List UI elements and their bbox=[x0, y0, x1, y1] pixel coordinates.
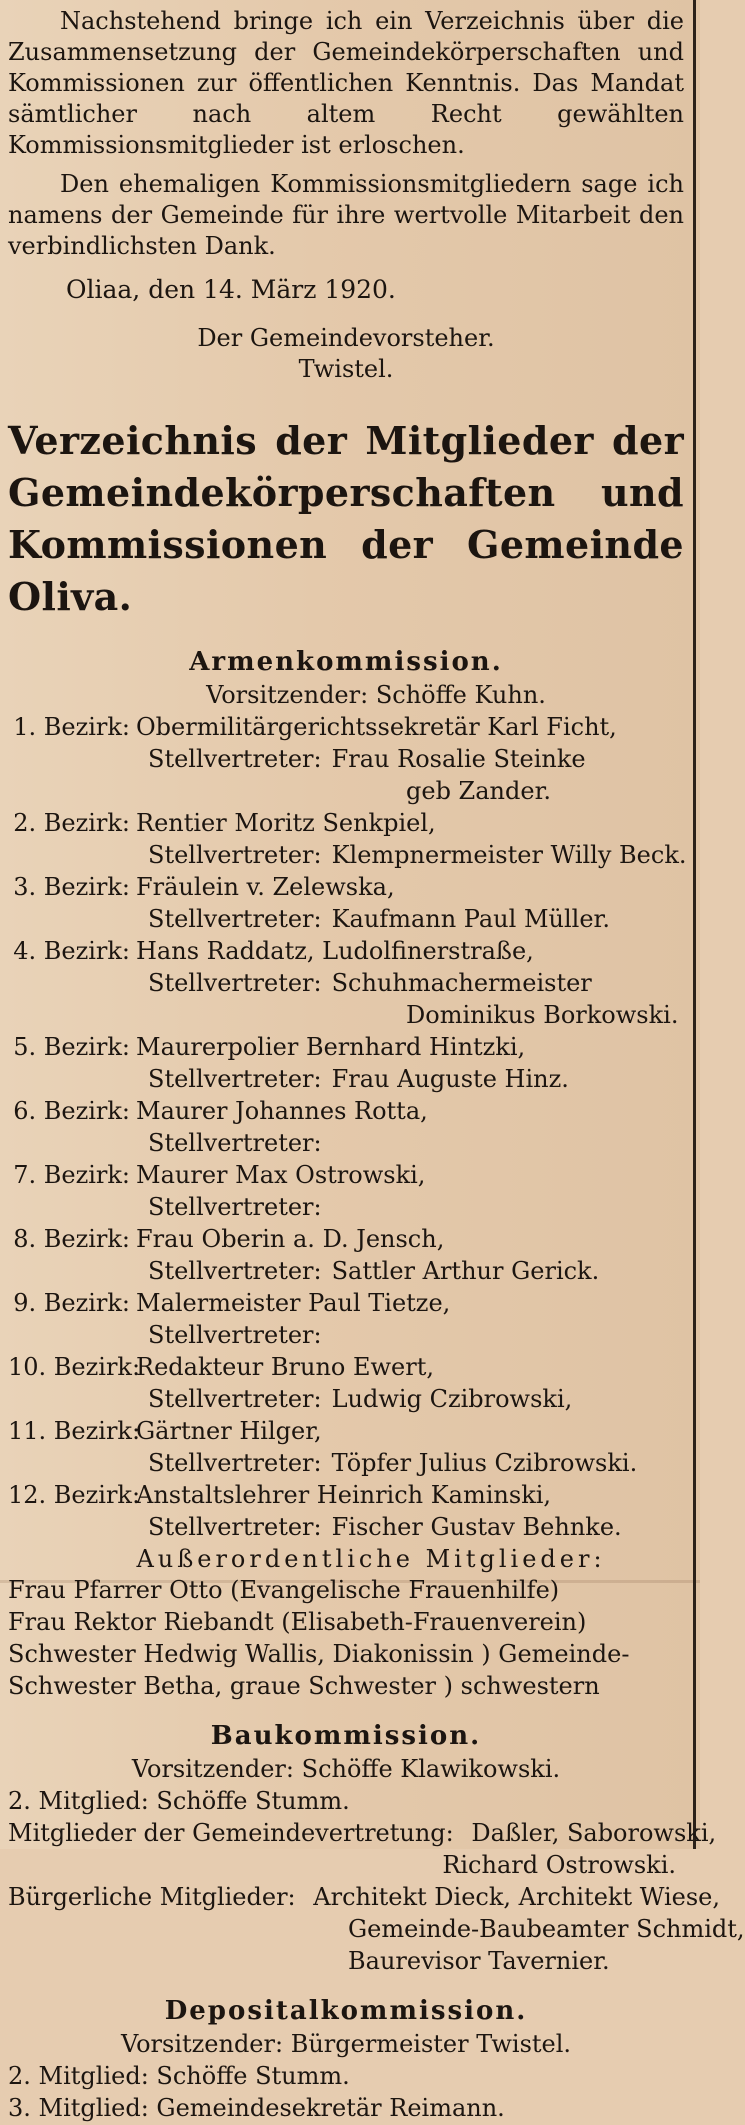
deputy-row bbox=[8, 840, 687, 872]
district-member: Maurerpolier Bernhard Hintzki, bbox=[136, 1033, 526, 1061]
section-heading-bau: Baukommission. bbox=[210, 1721, 482, 1751]
extra-member: Frau Rektor Riebandt (Elisabeth-Frauenverein) bbox=[8, 1608, 587, 1636]
deputy-label: Stellvertreter: bbox=[148, 1513, 322, 1541]
deputy-label: Stellvertreter: bbox=[148, 1257, 322, 1285]
deputy-label: Stellvertreter: bbox=[148, 1321, 322, 1349]
signer-title: Der Gemeindevorsteher. bbox=[197, 324, 495, 352]
deputy-name-cont: geb Zander. bbox=[406, 777, 552, 805]
deputy-name: Sattler Arthur Gerick. bbox=[331, 1257, 600, 1285]
deputy-name: Frau Rosalie Steinke bbox=[331, 745, 586, 773]
district-number: 2. Bezirk: bbox=[13, 809, 130, 837]
extra-members-heading: Außerordentliche Mitglieder: bbox=[136, 1545, 606, 1573]
deputy-label: Stellvertreter: bbox=[148, 841, 322, 869]
district-row bbox=[8, 1288, 684, 1320]
depositen-second-member: 2. Mitglied: Schöffe Stumm. bbox=[8, 2062, 350, 2090]
bau-civil-row bbox=[8, 1882, 720, 1914]
district-row bbox=[8, 1224, 684, 1256]
district-number: 10. Bezirk: bbox=[8, 1353, 141, 1381]
depositen-third-member: 3. Mitglied: Gemeindesekretär Reimann. bbox=[8, 2094, 505, 2122]
deputy-row bbox=[8, 1256, 684, 1288]
district-member: Rentier Moritz Senkpiel, bbox=[136, 809, 436, 837]
district-row bbox=[8, 1416, 684, 1448]
deputy-name: Ludwig Czibrowski, bbox=[331, 1385, 573, 1413]
list-title: Verzeichnis der Mitglieder der Gemeindekörperschaften und Kommissionen der Gemeinde Oliva. bbox=[8, 418, 684, 619]
deputy-label: Stellvertreter: bbox=[148, 1065, 322, 1093]
district-member: Gärtner Hilger, bbox=[136, 1417, 322, 1445]
deputy-label: Stellvertreter: bbox=[148, 1129, 322, 1157]
bau-chair: Vorsitzender: Schöffe Klawikowski. bbox=[131, 1755, 561, 1783]
deputy-row bbox=[8, 1064, 684, 1096]
district-member: Hans Raddatz, Ludolfinerstraße, bbox=[136, 937, 534, 965]
deputy-row bbox=[8, 1448, 684, 1480]
district-number: 8. Bezirk: bbox=[13, 1225, 130, 1253]
deputy-name: Klempnermeister Willy Beck. bbox=[331, 841, 687, 869]
district-number: 9. Bezirk: bbox=[13, 1289, 130, 1317]
district-number: 4. Bezirk: bbox=[13, 937, 130, 965]
deputy-row bbox=[8, 1512, 684, 1544]
intro-paragraph-1: Nachstehend bringe ich ein Verzeichnis über die Zusammensetzung der Gemeindekörperschaften und Kommissionen zur öffentlichen Kenntnis. Das Mandat sämtlicher nach altem Recht gewählten Kommissionsmitglieder ist erloschen. bbox=[8, 7, 684, 159]
deputy-row bbox=[8, 1384, 684, 1416]
deputy-label: Stellvertreter: bbox=[148, 905, 322, 933]
deputy-label: Stellvertreter: bbox=[148, 745, 322, 773]
district-number: 1. Bezirk: bbox=[13, 713, 130, 741]
district-list bbox=[8, 712, 687, 1544]
extra-member: Frau Pfarrer Otto (Evangelische Frauenhilfe) bbox=[8, 1576, 560, 1604]
deputy-row bbox=[8, 744, 684, 776]
deputy-row bbox=[8, 1320, 684, 1352]
bau-council-members-cont: Richard Ostrowski. bbox=[442, 1851, 676, 1879]
district-member: Maurer Max Ostrowski, bbox=[136, 1161, 426, 1189]
deputy-row bbox=[8, 1128, 684, 1160]
deputy-row bbox=[8, 904, 684, 936]
notice-text bbox=[8, 6, 745, 2125]
district-number: 6. Bezirk: bbox=[13, 1097, 130, 1125]
extra-member: Schwester Betha, graue Schwester ) schwestern bbox=[8, 1672, 600, 1700]
district-number: 5. Bezirk: bbox=[13, 1033, 130, 1061]
section-heading-armen: Armenkommission. bbox=[189, 647, 503, 677]
deputy-label: Stellvertreter: bbox=[148, 1193, 322, 1221]
bau-civil-members-cont: Gemeinde-Baubeamter Schmidt, bbox=[348, 1915, 745, 1943]
bau-council-label: Mitglieder der Gemeindevertretung: bbox=[8, 1819, 454, 1847]
district-row bbox=[8, 936, 684, 968]
deputy-label: Stellvertreter: bbox=[148, 1449, 322, 1477]
deputy-label: Stellvertreter: bbox=[148, 1385, 322, 1413]
deputy-name: Töpfer Julius Czibrowski. bbox=[331, 1449, 638, 1477]
district-member: Redakteur Bruno Ewert, bbox=[136, 1353, 435, 1381]
bau-civil-members: Architekt Dieck, Architekt Wiese, bbox=[313, 1883, 720, 1911]
district-member: Malermeister Paul Tietze, bbox=[136, 1289, 451, 1317]
intro-paragraph-2: Den ehemaligen Kommissionsmitgliedern sage ich namens der Gemeinde für ihre wertvolle Mitarbeit den verbindlichsten Dank. bbox=[8, 170, 684, 260]
dateline: Oliaa, den 14. März 1920. bbox=[66, 275, 396, 304]
deputy-row bbox=[8, 968, 684, 1000]
column-rule bbox=[693, 0, 696, 1849]
section-heading-depositen: Depositalkommission. bbox=[164, 1996, 528, 2026]
armen-chair: Vorsitzender: Schöffe Kuhn. bbox=[206, 681, 546, 709]
district-member: Fräulein v. Zelewska, bbox=[136, 873, 395, 901]
district-number: 3. Bezirk: bbox=[13, 873, 130, 901]
district-row bbox=[8, 1352, 684, 1384]
deputy-name: Kaufmann Paul Müller. bbox=[331, 905, 610, 933]
district-row bbox=[8, 712, 684, 744]
district-member: Frau Oberin a. D. Jensch, bbox=[136, 1225, 445, 1253]
deputy-row bbox=[8, 1192, 684, 1224]
deputy-name: Fischer Gustav Behnke. bbox=[331, 1513, 622, 1541]
district-row bbox=[8, 1032, 684, 1064]
district-member: Maurer Johannes Rotta, bbox=[136, 1097, 428, 1125]
bau-council-members: Daßler, Saborowski, bbox=[471, 1819, 717, 1847]
district-row bbox=[8, 1480, 684, 1512]
district-row bbox=[8, 1096, 684, 1128]
bau-second-member: 2. Mitglied: Schöffe Stumm. bbox=[8, 1787, 350, 1815]
bau-civil-label: Bürgerliche Mitglieder: bbox=[8, 1883, 296, 1911]
deputy-name: Schuhmachermeister bbox=[331, 969, 592, 997]
bau-civil-members-cont: Baurevisor Tavernier. bbox=[348, 1947, 610, 1975]
district-row bbox=[8, 808, 684, 840]
deputy-label: Stellvertreter: bbox=[148, 969, 322, 997]
district-row bbox=[8, 872, 684, 904]
district-number: 7. Bezirk: bbox=[13, 1161, 130, 1189]
district-row bbox=[8, 1160, 684, 1192]
deputy-name-cont: Dominikus Borkowski. bbox=[406, 1001, 679, 1029]
district-number: 12. Bezirk: bbox=[8, 1481, 141, 1509]
district-member: Obermilitärgerichtssekretär Karl Ficht, bbox=[136, 713, 617, 741]
district-member: Anstaltslehrer Heinrich Kaminski, bbox=[136, 1481, 552, 1509]
deputy-name: Frau Auguste Hinz. bbox=[331, 1065, 569, 1093]
district-number: 11. Bezirk: bbox=[8, 1417, 141, 1445]
extra-member: Schwester Hedwig Wallis, Diakonissin ) Gemeinde- bbox=[8, 1640, 630, 1668]
bau-council-row bbox=[8, 1818, 717, 1850]
signer-name: Twistel. bbox=[298, 355, 394, 383]
depositen-chair: Vorsitzender: Bürgermeister Twistel. bbox=[120, 2030, 572, 2058]
